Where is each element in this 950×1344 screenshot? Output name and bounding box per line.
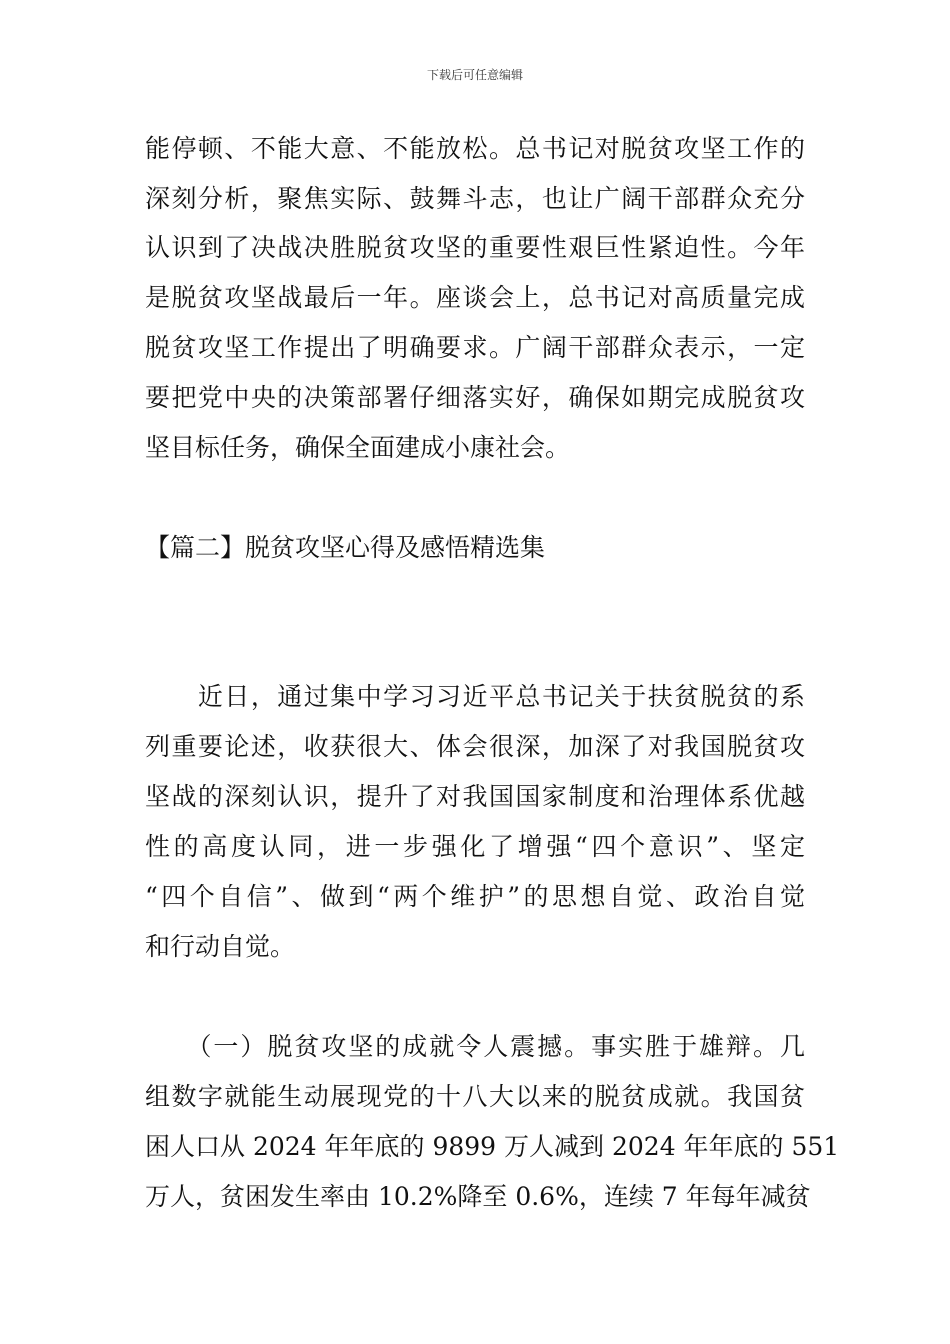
- paragraph-line: 脱贫攻坚工作提出了明确要求。广阔干部群众表示，一定: [145, 333, 805, 362]
- paragraph-line: 能停顿、不能大意、不能放松。总书记对脱贫攻坚工作的: [145, 134, 805, 163]
- paragraph-line: 万人，贫困发生率由 10.2%降至 0.6%，连续 7 年每年减贫: [145, 1182, 811, 1211]
- paragraph-line: 认识到了决战决胜脱贫攻坚的重要性艰巨性紧迫性。今年: [145, 233, 805, 262]
- paragraph-line: （一）脱贫攻坚的成就令人震撼。事实胜于雄辩。几: [145, 1032, 805, 1061]
- paragraph-line: 组数字就能生动展现党的十八大以来的脱贫成就。我国贫: [145, 1082, 805, 1111]
- paragraph-line: 和行动自觉。: [145, 932, 296, 961]
- page-header: 下载后可任意编辑: [426, 68, 523, 82]
- paragraph-line: “四个自信”、做到“两个维护”的思想自觉、政治自觉: [145, 882, 805, 911]
- paragraph-line: 困人口从 2024 年年底的 9899 万人减到 2024 年年底的 551: [145, 1132, 840, 1161]
- paragraph-line: 要把党中央的决策部署仔细落实好，确保如期完成脱贫攻: [145, 383, 805, 412]
- paragraph-line: 坚战的深刻认识，提升了对我国国家制度和治理体系优越: [145, 782, 805, 811]
- paragraph-line: 是脱贫攻坚战最后一年。座谈会上，总书记对高质量完成: [145, 283, 805, 312]
- paragraph-line: 性的高度认同，进一步强化了增强“四个意识”、坚定: [145, 832, 805, 861]
- paragraph-line: 深刻分析，聚焦实际、鼓舞斗志，也让广阔干部群众充分: [145, 184, 805, 213]
- paragraph-line: 坚目标任务，确保全面建成小康社会。: [145, 433, 571, 462]
- section-heading: 【篇二】脱贫攻坚心得及感悟精选集: [145, 533, 546, 562]
- paragraph-line: 近日，通过集中学习习近平总书记关于扶贫脱贫的系: [145, 682, 805, 711]
- paragraph-line: 列重要论述，收获很大、体会很深，加深了对我国脱贫攻: [145, 732, 805, 761]
